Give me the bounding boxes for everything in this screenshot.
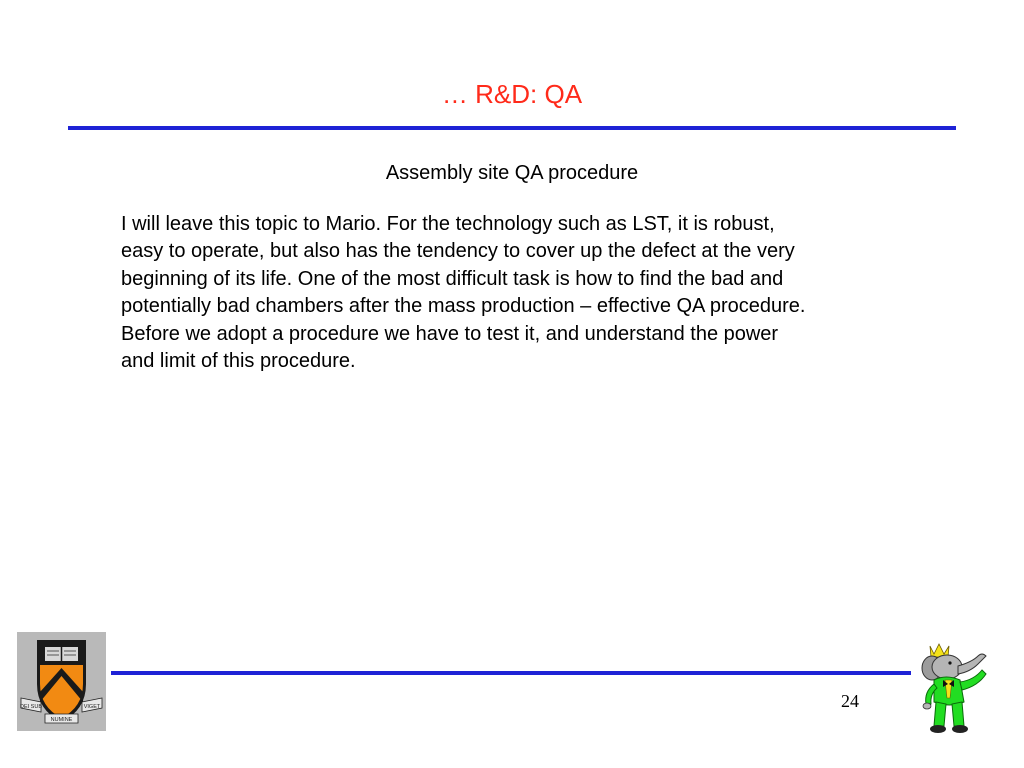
princeton-shield-icon <box>17 632 106 731</box>
page-number: 24 <box>841 691 859 711</box>
body-line: easy to operate, but also has the tendency to cover up the defect at the very <box>121 240 795 263</box>
motto-center: NUMINE <box>50 717 73 723</box>
babar-elephant-graphic <box>912 640 992 736</box>
motto-left: DEI SUB <box>19 704 43 710</box>
body-line: and limit of this procedure. <box>121 350 356 373</box>
slide-subtitle: Assembly site QA procedure <box>385 162 639 184</box>
body-paragraph <box>121 211 921 375</box>
body-line: Before we adopt a procedure we have to test it, and understand the power <box>121 322 779 345</box>
babar-elephant-icon <box>912 640 992 736</box>
body-line: potentially bad chambers after the mass production – effective QA procedure. <box>121 295 806 318</box>
motto-right: VIGET <box>83 704 101 710</box>
body-line: beginning of its life. One of the most difficult task is how to find the bad and <box>121 267 784 290</box>
slide-title: … R&D: QA <box>441 79 583 109</box>
footer-divider <box>111 671 911 675</box>
body-line: I will leave this topic to Mario. For the technology such as LST, it is robust, <box>121 213 775 235</box>
princeton-shield-graphic <box>17 632 106 731</box>
title-divider <box>68 126 956 130</box>
